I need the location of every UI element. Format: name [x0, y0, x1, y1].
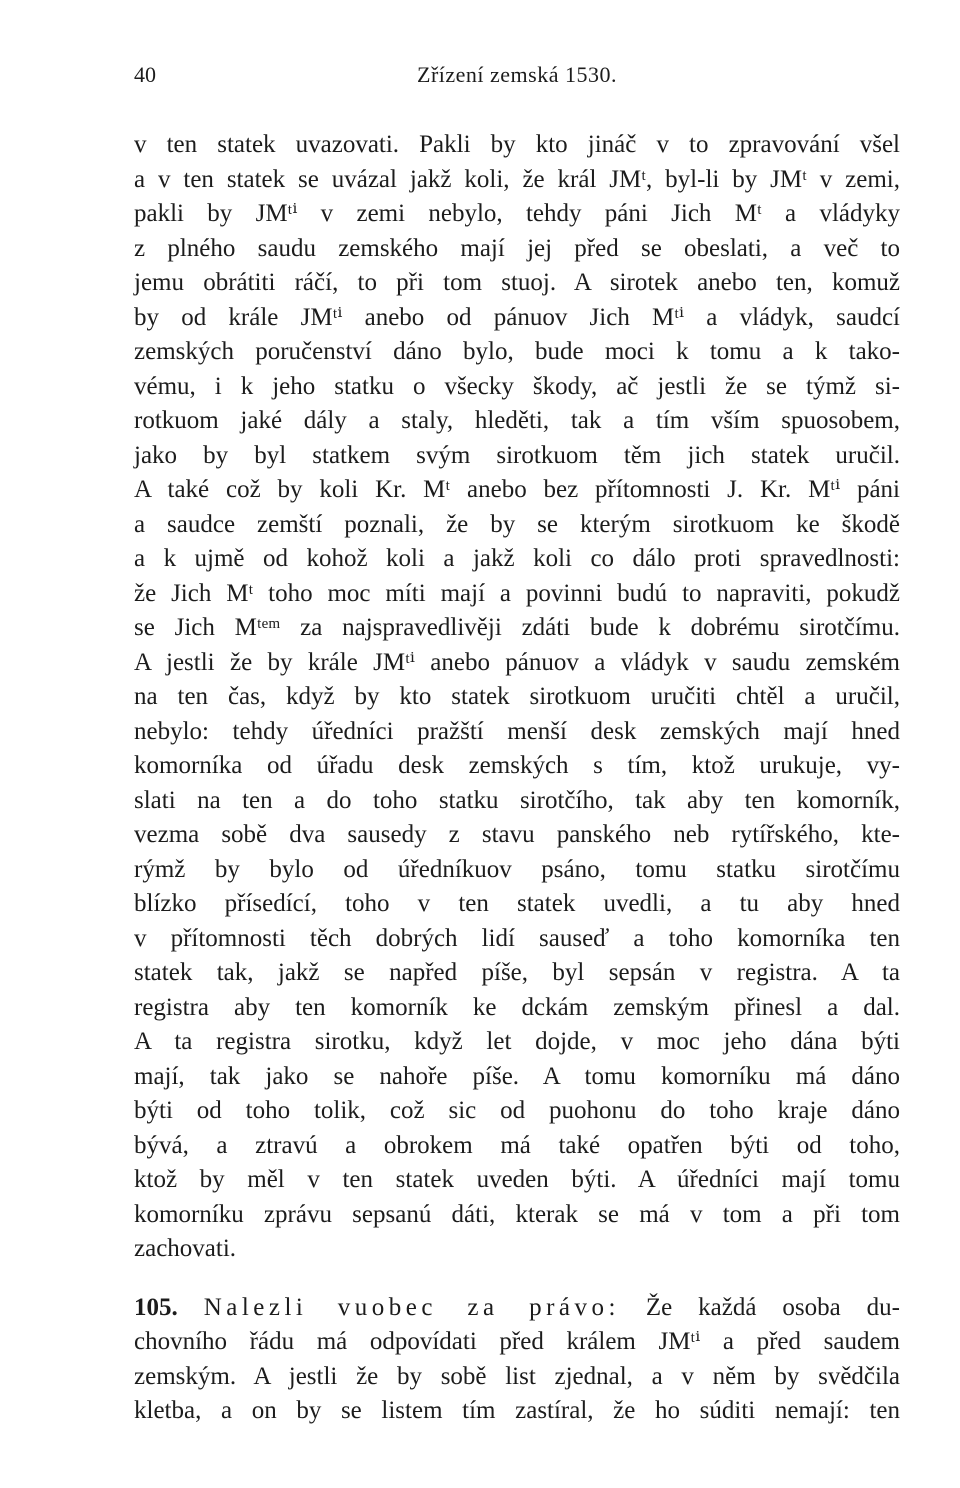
text-line: se Jich Mᵗᵉᵐ za najspravedlivěji zdáti bude k dobrému sirotčímu.: [134, 614, 900, 641]
text-line: registra aby ten komorník ke dckám zemským přinesl a dal.: [134, 993, 900, 1021]
text-line: komorníku zprávu sepsanú dáti, kterak se má v tom a při tom: [134, 1200, 900, 1228]
text-line: A jestli že by krále JMᵗⁱ anebo pánuov a vládyk v saudu zemském: [134, 648, 900, 676]
text-line: blízko přísedící, toho v ten statek uvedli, a tu aby hned: [134, 890, 900, 917]
text-line: zemským. A jestli že by sobě list zjednal, a v něm by svědčila: [134, 1362, 900, 1390]
text-line: jemu obrátiti ráčí, to při tom stuoj. A sirotek anebo ten, komuž: [134, 269, 900, 296]
text-line: rotkuom jaké dály a staly, hleděti, tak a tím vším spuosobem,: [134, 407, 900, 434]
text-line: zemských poručenství dáno bylo, bude moci k tomu a k tako-: [134, 338, 900, 365]
text-line: a v ten statek se uvázal jakž koli, že král JMᵗ, byl-li by JMᵗ v zemi,: [134, 165, 900, 193]
body-text: [134, 128, 900, 1429]
text-line-fragment: Že každá osoba du-: [645, 1293, 900, 1321]
section-105: [134, 1291, 900, 1429]
text-line: na ten čas, když by kto statek sirotkuom uručiti chtěl a uručil,: [134, 683, 900, 710]
text-line: by od krále JMᵗⁱ anebo od pánuov Jich Mᵗⁱ a vládyk, saudcí: [134, 303, 900, 331]
text-line: kletba, a on by se listem tím zastíral, že ho súditi nemají: ten: [134, 1397, 900, 1424]
text-line: bývá, a ztravú a obrokem má také opatřen býti od toho,: [134, 1131, 900, 1159]
page-header: [134, 62, 900, 102]
running-title: Zřízení zemská 1530.: [417, 62, 617, 87]
text-line: statek tak, jakž se napřed píše, byl sepsán v registra. A ta: [134, 959, 900, 986]
text-line: a k ujmě od kohož koli a jakž koli co dálo proti spravedlnosti:: [134, 545, 900, 572]
text-line: A ta registra sirotku, když let dojde, v moc jeho dána býti: [134, 1028, 900, 1055]
text-line: rýmž by bylo od úředníkuov psáno, tomu statku sirotčímu: [134, 855, 900, 883]
text-line: jako by byl statkem svým sirotkuom těm jich statek uručil.: [134, 441, 900, 469]
text-line: komorníka od úřadu desk zemských s tím, ktož urukuje, vy-: [134, 752, 900, 779]
text-line: pakli by JMᵗⁱ v zemi nebylo, tehdy páni Jich Mᵗ a vládyky: [134, 200, 900, 227]
text-line: a saudce zemští poznali, že by se kterým sirotkuom ke škodě: [134, 510, 900, 538]
text-line: vezma sobě dva sausedy z stavu panského neb rytířského, kte-: [134, 821, 900, 848]
text-line: v ten statek uvazovati. Pakli by kto jináč v to zpravování všel: [134, 131, 900, 158]
text-line: v přítomnosti těch dobrých lidí sauseď a toho komorníka ten: [134, 924, 900, 952]
text-line: z plného saudu zemského mají jej před se obeslati, a več to: [134, 234, 900, 262]
section-heading-line: [134, 1291, 900, 1326]
section-lines: [134, 1325, 900, 1429]
section-number: 105.: [134, 1293, 178, 1321]
text-line: chovního řádu má odpovídati před králem JMᵗⁱ a před saudem: [134, 1328, 900, 1355]
paragraph: [134, 128, 900, 1267]
paragraph-gap: [134, 1267, 900, 1291]
text-line: vému, i k jeho statku o všecky škody, ač jestli že se týmž si-: [134, 372, 900, 400]
text-line: nebylo: tehdy úředníci pražští menší desk zemských mají hned: [134, 717, 900, 745]
text-line: že Jich Mᵗ toho moc míti mají a povinni budú to napraviti, pokudž: [134, 579, 900, 607]
text-line: A také což by koli Kr. Mᵗ anebo bez přítomnosti J. Kr. Mᵗⁱ páni: [134, 476, 900, 503]
text-line: mají, tak jako se nahoře píše. A tomu komorníku má dáno: [134, 1062, 900, 1090]
text-line: ktož by měl v ten statek uveden býti. A úředníci mají tomu: [134, 1166, 900, 1193]
text-line: zachovati.: [134, 1235, 237, 1262]
text-line: slati na ten a do toho statku sirotčího, tak aby ten komorník,: [134, 786, 900, 814]
section-heading: Nalezli vuobec za právo:: [203, 1293, 620, 1321]
text-line: býti od toho tolik, což sic od puohonu do toho kraje dáno: [134, 1097, 900, 1124]
page-number: 40: [134, 62, 156, 87]
